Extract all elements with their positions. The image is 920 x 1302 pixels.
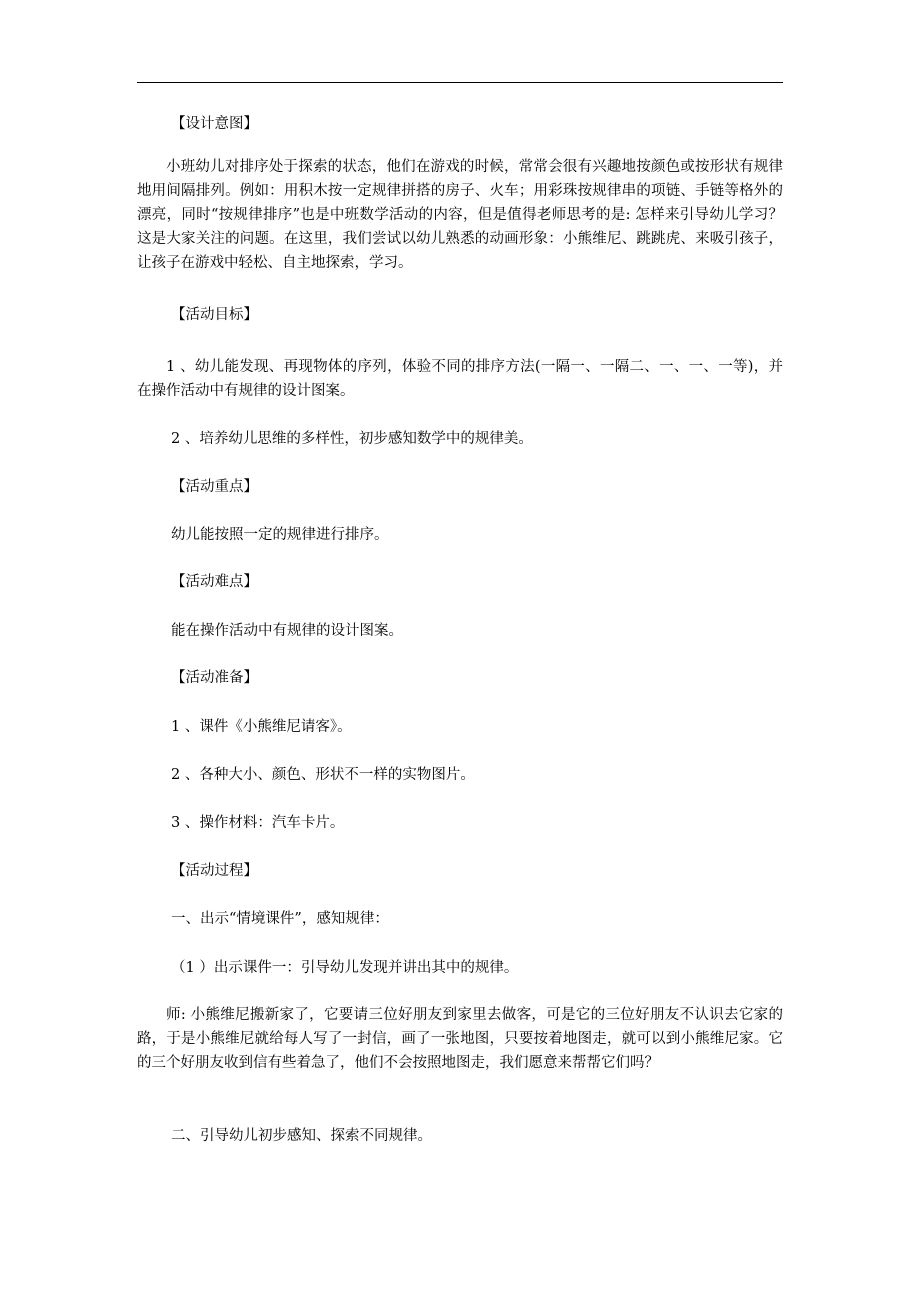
- teacher-dialogue-paragraph: 师: 小熊维尼搬新家了，它要请三位好朋友到家里去做客，可是它的三位好朋友不认识去它家的路，于是小熊维尼就给每人写了一封信，画了一张地图，只要按着地图走，就可以到小熊维尼家。它的三个好朋友收到信有些着急了，他们不会按照地图走，我们愿意来帮帮它们吗？: [137, 1007, 783, 1071]
- heading-design-intent: 【设计意图】: [171, 116, 258, 132]
- goal-item-2: 2 、培养幼儿思维的多样性，初步感知数学中的规律美。: [171, 431, 533, 447]
- process-step-2: 二、引导幼儿初步感知、探索不同规律。: [171, 1128, 432, 1144]
- heading-activity-preparation: 【活动准备】: [171, 670, 258, 686]
- difficulty-text: 能在操作活动中有规律的设计图案。: [171, 623, 403, 639]
- prep-item-3: 3 、操作材料：汽车卡片。: [171, 815, 345, 831]
- paragraph-design-intent: 小班幼儿对排序处于探索的状态，他们在游戏的时候，常常会很有兴趣地按颜色或按形状有规律地用间隔排列。例如：用积木按一定规律拼搭的房子、火车；用彩珠按规律串的项链、手链等格外的漂亮，同时“按规律排序”也是中班数学活动的内容，但是值得老师思考的是: 怎样来引导幼儿学习？这是大家关注的问题。在这里，我们尝试以幼儿熟悉的动画形象：小熊维尼、跳跳虎、来吸引孩子，让孩子在游戏中轻松、自主地探索，学习。: [137, 159, 783, 271]
- heading-activity-key-point: 【活动重点】: [171, 479, 258, 495]
- heading-activity-difficulty: 【活动难点】: [171, 574, 258, 590]
- header-rule: [137, 82, 783, 83]
- heading-activity-process: 【活动过程】: [171, 863, 258, 879]
- heading-activity-goals: 【活动目标】: [171, 307, 258, 323]
- process-step-1-1: （1 ）出示课件一：引导幼儿发现并讲出其中的规律。: [171, 960, 519, 976]
- goal-item-1: 1 、幼儿能发现、再现物体的序列，体验不同的排序方法(一隔一、一隔二、一、一、一等)，并在操作活动中有规律的设计图案。: [137, 359, 783, 399]
- prep-item-1: 1 、课件《小熊维尼请客》。: [171, 719, 352, 735]
- key-point-text: 幼儿能按照一定的规律进行排序。: [171, 527, 389, 543]
- process-step-1: 一、出示“情境课件”，感知规律：: [171, 911, 389, 927]
- prep-item-2: 2 、各种大小、颜色、形状不一样的实物图片。: [171, 767, 475, 783]
